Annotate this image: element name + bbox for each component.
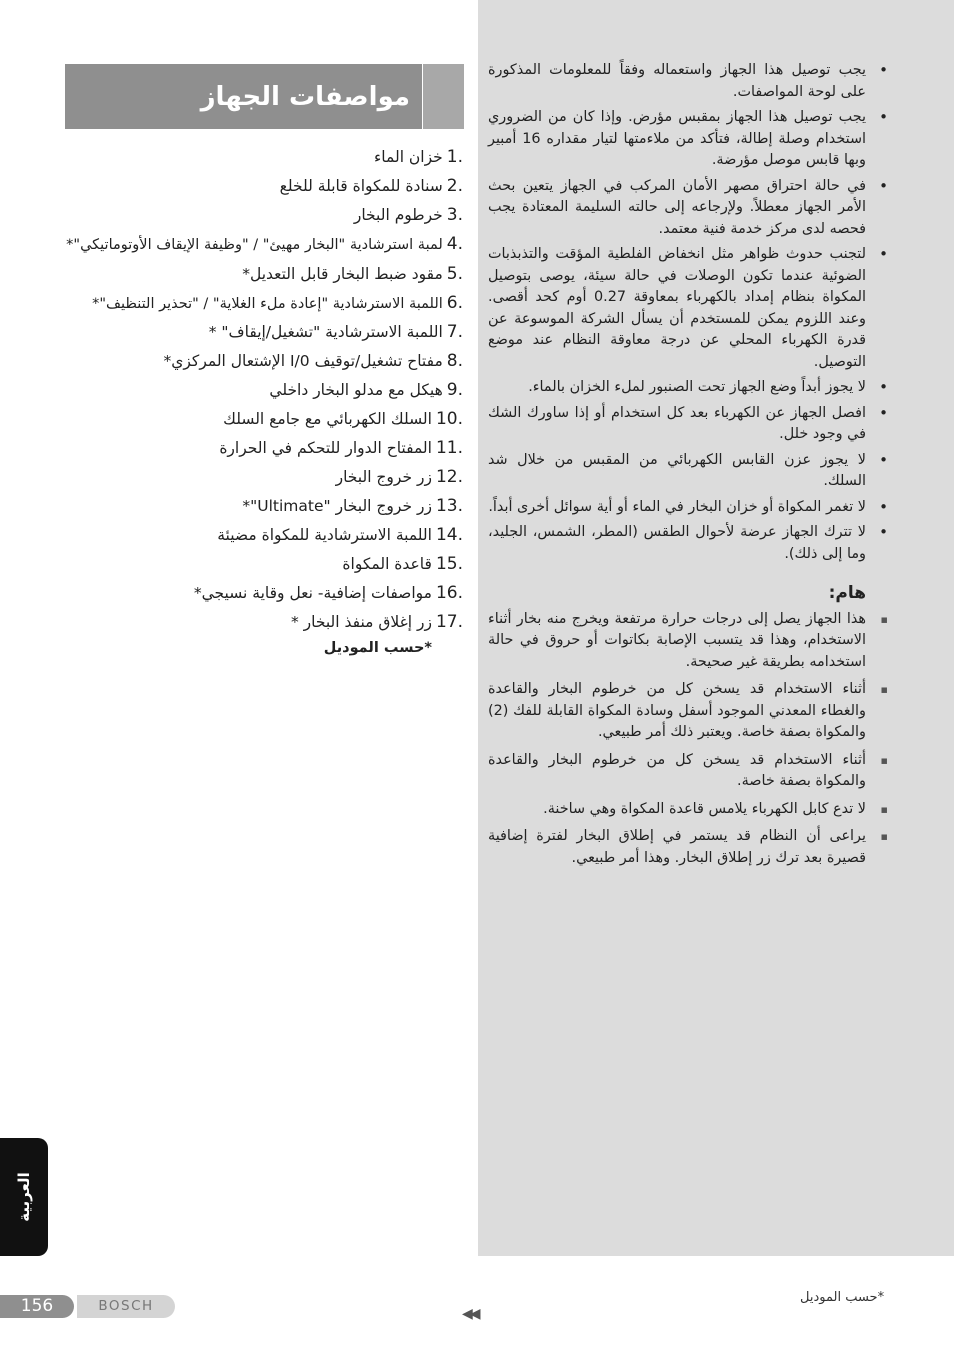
item-label: خزان الماء <box>374 148 443 166</box>
item-number: 4. <box>446 233 463 254</box>
back-arrows-icon[interactable]: ◀◀ <box>462 1306 478 1322</box>
item-label: اللمبة الاسترشادية "إعادة ملء الغلاية" / "تحذير التنظيف"* <box>92 295 443 312</box>
item-number: 10. <box>435 409 463 430</box>
item-number: 17. <box>435 611 463 632</box>
item-label: مواصفات إضافية- نعل وقاية نسيجي* <box>193 583 432 602</box>
list-item: • لا تغمر المكواة أو خزان البخار في الماء أو أية سوائل أخرى أبداً. <box>488 497 866 519</box>
page-number: 156 <box>0 1295 74 1318</box>
safety-instructions <box>488 60 866 875</box>
list-item <box>60 172 463 201</box>
list-item <box>60 405 463 434</box>
list-item <box>60 289 463 319</box>
list-item: • يجب توصيل هذا الجهاز واستعماله وفقاً للمعلومات المذكورة على لوحة المواصفات. <box>488 60 866 103</box>
parts-list <box>60 143 463 636</box>
list-item <box>60 579 463 608</box>
list-item <box>60 318 463 347</box>
list-item: • يجب توصيل هذا الجهاز بمقبس مؤرض. وإذا كان من الضروري استخدام وصلة إطالة، فتأكد من ملاءمتها لتيار مقداره 16 أمبير وبها قابس موصل مؤرضة. <box>488 107 866 172</box>
language-tab <box>0 1138 48 1256</box>
item-label: زر خروج البخار "Ultimate"* <box>242 496 432 515</box>
item-label: اللمبة الاسترشادية للمكواة مضيئة <box>217 525 432 544</box>
important-list <box>488 609 866 870</box>
page-title: مواصفات الجهاز <box>65 64 422 129</box>
item-label: هيكل مع مدلو البخار داخلي <box>269 381 443 400</box>
item-label: مفتاح تشغيل/توقيف I/0 الإشتعال المركزي* <box>163 352 443 371</box>
item-number: 9. <box>446 380 463 401</box>
list-item <box>60 260 463 289</box>
item-number: 8. <box>446 351 463 372</box>
list-item: • في حالة احتراق مصهر الأمان المركب في الجهاز يتعين بحث الأمر الجهاز معطلاً. ولإرجاعه إلى حالته السليمة المعتادة يجب فحصه لدى مركز خدمة فنية معتمد. <box>488 176 866 241</box>
list-item <box>60 608 463 637</box>
item-label: قاعدة المكواة <box>342 554 432 573</box>
item-number: 5. <box>446 263 463 284</box>
language-label: العربية <box>15 1172 33 1222</box>
list-item <box>60 376 463 405</box>
list-item: ▪ أثناء الاستخدام قد يسخن كل من خرطوم البخار والقاعدة والمكواة بصفة خاصة. <box>488 750 866 793</box>
item-number: 7. <box>446 322 463 343</box>
list-item <box>60 201 463 230</box>
item-label: مقود ضبط البخار قابل التعديل* <box>242 264 443 283</box>
item-number: 16. <box>435 582 463 603</box>
list-item <box>60 492 463 521</box>
important-heading: هام: <box>828 583 866 603</box>
item-label: المفتاح الدوار للتحكم في الحرارة <box>219 439 432 458</box>
item-label: خرطوم البخار <box>353 205 443 224</box>
list-item: • لتجنب حدوث ظواهر مثل انخفاض الفلطية المؤقت والتذبذبات الضوئية عندما تكون الوصلات في حالة سيئة، يوصى بتوصيل المكواة بنظام إمداد بالكهرباء بمعاوقة 0.27 أوم كحد أقصى. وعند اللزوم يمكن للمستخدم أن يسأل الشركة الموسوعة عن قدرة الكهرباء المحلي عن درجة معاوقة النظام عند موضع التوصيل. <box>488 244 866 373</box>
list-item: • افصل الجهاز عن الكهرباء بعد كل استخدام أو إذا ساورك الشك في وجود خلل. <box>488 403 866 446</box>
title-accent-bar <box>423 64 464 129</box>
item-number: 15. <box>435 553 463 574</box>
item-number: 12. <box>435 466 463 487</box>
list-item: ▪ هذا الجهاز يصل إلى درجات حرارة مرتفعة ويخرج منه بخار أثناء الاستخدام، وهذا قد يتسبب الإصابة بكاتوات أو حروق في حالة استخدامه بطريقة غير صحيحة. <box>488 609 866 674</box>
list-item: ▪ لا تدع كابل الكهرباء يلامس قاعدة المكواة وهي ساخنة. <box>488 799 866 821</box>
list-item <box>60 550 463 579</box>
item-label: زر إغلاق منفذ البخار * <box>290 612 432 631</box>
safety-bullet-list <box>488 60 866 565</box>
footer-note: *حسب الموديل <box>800 1290 885 1305</box>
list-item <box>60 230 463 260</box>
list-item <box>60 521 463 550</box>
item-number: 2. <box>446 175 463 196</box>
list-item: ▪ يراعى أن النظام قد يستمر في إطلاق البخار لفترة إضافية قصيرة بعد ترك زر إطلاق البخار. وهذا أمر طبيعي. <box>488 826 866 869</box>
list-item: • لا تترك الجهاز عرضة لأحوال الطقس (المطر، الشمس، الجليد، وما إلى ذلك). <box>488 522 866 565</box>
list-item: • لا يجوز عزن القابس الكهربائي من المقبس من خلال شد السلك. <box>488 450 866 493</box>
item-label: زر خروج البخار <box>335 467 432 486</box>
list-item <box>60 143 463 172</box>
item-number: 3. <box>446 204 463 225</box>
item-label: اللمبة الاسترشادية "تشغيل/إيقاف" * <box>208 323 443 342</box>
list-item: • لا يجوز أبداً وضع الجهاز تحت الصنبور لملء الخزان بالماء. <box>488 377 866 399</box>
item-number: 1. <box>446 147 463 167</box>
brand-label: BOSCH <box>77 1295 175 1318</box>
parts-footnote: *حسب الموديل <box>323 640 432 656</box>
list-item <box>60 463 463 492</box>
list-item <box>60 434 463 463</box>
item-label: لمبة استرشادية "البخار مهيئ" / "وظيفة الإيقاف الأوتوماتيكي"* <box>66 236 443 253</box>
list-item <box>60 347 463 376</box>
list-item: ▪ أثناء الاستخدام قد يسخن كل من خرطوم البخار والقاعدة والغطاء المعدني الموجود أسفل وسادة المكواة القابلة للفك (2) والمكواة بصفة خاصة. ويعتبر ذلك أمر طبيعي. <box>488 679 866 744</box>
item-label: سنادة للمكواة قابلة للخلع <box>279 176 443 195</box>
item-number: 14. <box>435 524 463 545</box>
item-number: 13. <box>435 495 463 516</box>
item-number: 6. <box>446 292 463 313</box>
item-number: 11. <box>435 438 463 459</box>
item-label: السلك الكهربائي مع جامع السلك <box>223 410 432 429</box>
